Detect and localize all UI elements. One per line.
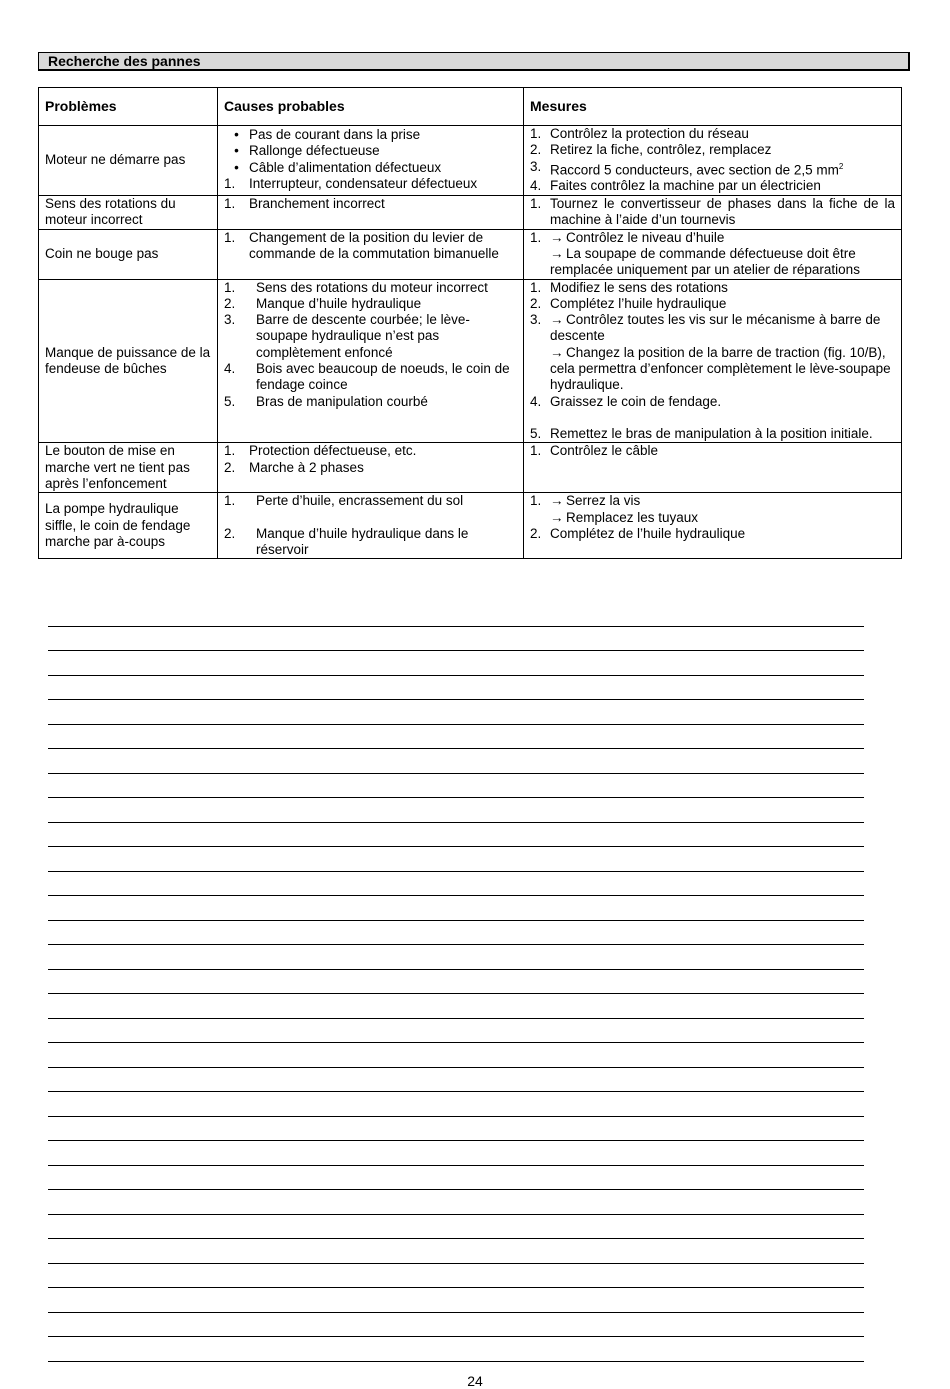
problem-cell: Le bouton de mise en marche vert ne tient pas après l’enfoncement [39,443,218,493]
note-line [48,994,864,1019]
arrow-right-icon: → [550,312,564,328]
list-item: 5. Bras de manipulation courbé [224,393,428,409]
list-item: → Changez la position de la barre de traction (fig. 10/B), cela permettra d’enfoncer complètement le lève-soupape hydraulique. [550,344,891,393]
note-line [48,798,864,823]
problem-cell: La pompe hydraulique siffle, le coin de fendage marche par à-coups [39,493,218,559]
table-row [39,279,902,443]
causes-cell [218,126,524,196]
note-line [48,1190,864,1215]
list-item: 4. Faites contrôlez la machine par un électricien [530,178,821,194]
list-item: • Pas de courant dans la prise [234,127,421,142]
note-line [48,872,864,897]
arrow-right-icon: → [550,493,564,509]
note-line [48,921,864,946]
measures-cell [524,493,902,559]
note-line [48,1043,864,1068]
troubleshooting-table [38,87,902,559]
list-item: 1. → Serrez la vis [530,493,641,509]
list-item: 4. Bois avec beaucoup de noeuds, le coin de fendage coince [224,361,510,393]
list-item: 1. Branchement incorrect [224,195,385,211]
header-causes: Causes probables [218,88,524,126]
list-item: → Remplacez les tuyaux [550,509,699,525]
list-item: 2. Complétez de l’huile hydraulique [530,525,746,541]
table-row [39,493,902,559]
list-item: 1. Changement de la position du levier de commande de la commutation bimanuelle [224,229,499,261]
list-item: 1. Modifiez le sens des rotations [530,279,728,295]
note-line [48,1117,864,1142]
note-line [48,1068,864,1093]
list-item: 5. Remettez le bras de manipulation à la position initiale. [530,425,873,441]
note-line [48,945,864,970]
note-line [48,1288,864,1313]
note-line [48,1264,864,1289]
list-item: 3. → Contrôlez toutes les vis sur le mécanisme à barre de descente [530,312,881,344]
list-item: 1. → Contrôlez le niveau d’huile [530,229,725,245]
problem-cell: Sens des rotations du moteur incorrect [39,195,218,229]
list-item: 1. Perte d’huile, encrassement du sol [224,493,464,509]
note-line [48,896,864,921]
causes-cell [218,195,524,229]
table-row [39,126,902,196]
note-line [48,774,864,799]
note-line [48,847,864,872]
measures-cell [524,443,902,493]
note-line [48,823,864,848]
note-line [48,602,864,627]
list-item: 1. Protection défectueuse, etc. [224,443,417,459]
note-line [48,1092,864,1117]
causes-cell [218,279,524,443]
note-line [48,725,864,750]
arrow-right-icon: → [550,344,564,360]
measures-cell [524,126,902,196]
note-line [48,700,864,725]
list-item: 2. Manque d’huile hydraulique dans le réservoir [224,525,469,557]
list-item: 1. Sens des rotations du moteur incorrect [224,279,488,295]
causes-cell [218,229,524,279]
note-line [48,749,864,774]
list-item: 1. Interrupteur, condensateur défectueux [224,175,478,191]
table-row [39,195,902,229]
note-line [48,1141,864,1166]
list-item: 1. Contrôlez le câble [530,443,659,459]
arrow-right-icon: → [550,509,564,525]
list-item: 1. Tournez le convertisseur de phases dans la fiche de la machine à l’aide d’un tournevis [530,195,895,227]
causes-cell [218,493,524,559]
note-line [48,676,864,701]
table-header-row [39,88,902,126]
list-item: • Rallonge défectueuse [234,143,380,159]
measures-cell [524,279,902,443]
causes-cell [218,443,524,493]
list-item: • Câble d’alimentation défectueux [234,159,442,175]
note-line [48,651,864,676]
list-item: 3. Barre de descente courbée; le lève-soupape hydraulique n’est pas complètement enfoncé [224,312,470,360]
note-line [48,627,864,652]
list-item: 1. Contrôlez la protection du réseau [530,126,749,141]
page-number: 24 [467,1373,483,1389]
note-line [48,1313,864,1338]
note-line [48,1019,864,1044]
note-line [48,1166,864,1191]
list-item: 4. Graissez le coin de fendage. [530,393,722,409]
note-line [48,1337,864,1362]
note-line [48,1239,864,1264]
note-line [48,970,864,995]
list-item: 2. Retirez la fiche, contrôlez, remplacez [530,142,772,158]
list-item: 3. Raccord 5 conducteurs, avec section de 2,5 $mm^2$ [530,158,844,178]
list-item: 2. Manque d’huile hydraulique [224,295,422,311]
arrow-right-icon: → [550,245,564,261]
list-item: 2. Marche à 2 phases [224,459,364,475]
header-measures: Mesures [524,88,902,126]
list-item: → La soupape de commande défectueuse doit être remplacée uniquement par un atelier de réparations [550,245,860,278]
measures-cell [524,229,902,279]
problem-cell: Coin ne bouge pas [39,229,218,279]
table-row [39,443,902,493]
measures-cell [524,195,902,229]
header-problems: Problèmes [39,88,218,126]
table-row [39,229,902,279]
problem-cell: Moteur ne démarre pas [39,126,218,196]
section-title: Recherche des pannes [38,52,910,71]
note-line [48,1215,864,1240]
notes-lines [48,602,864,1362]
problem-cell: Manque de puissance de la fendeuse de bûches [39,279,218,443]
arrow-right-icon: → [550,229,564,245]
list-item: 2. Complétez l’huile hydraulique [530,295,727,311]
